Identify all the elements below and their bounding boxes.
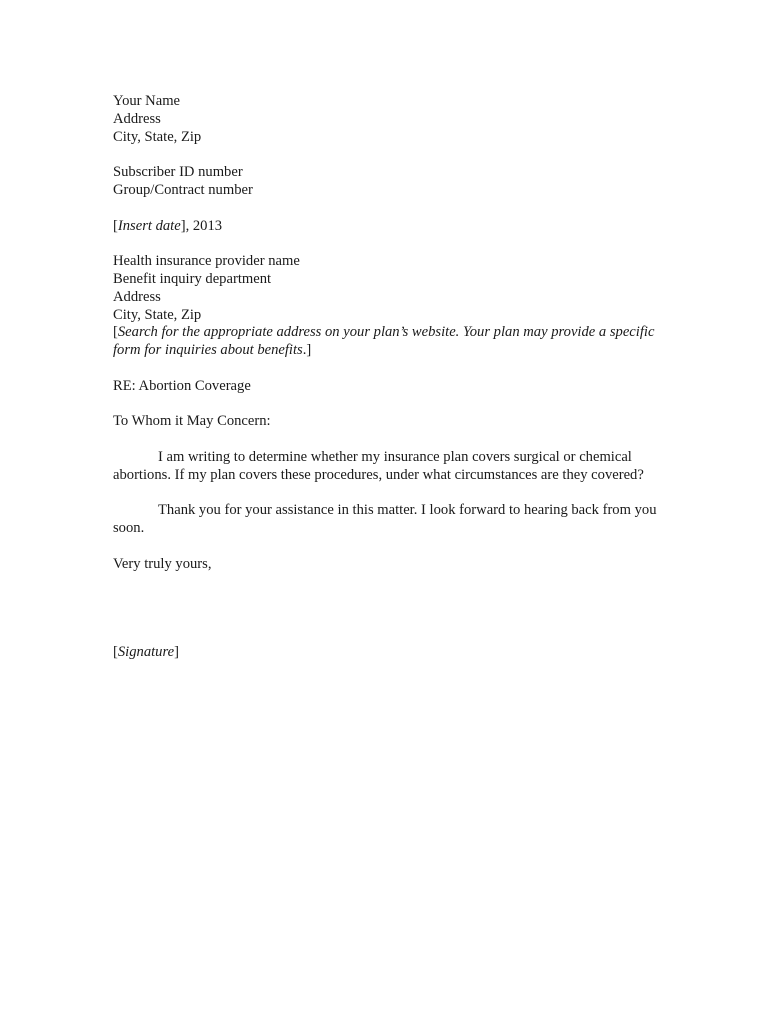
salutation: To Whom it May Concern: bbox=[113, 413, 271, 430]
closing: Very truly yours, bbox=[113, 555, 212, 572]
date-open-bracket: [ bbox=[113, 217, 118, 234]
date-year: ], 2013 bbox=[180, 217, 223, 234]
recipient-provider: Health insurance provider name bbox=[113, 253, 300, 270]
note-close-bracket: .] bbox=[302, 342, 312, 359]
recipient-note bbox=[113, 324, 658, 360]
sender-city-state-zip: City, State, Zip bbox=[113, 128, 202, 145]
recipient-city-state-zip: City, State, Zip bbox=[113, 306, 202, 323]
sender-name: Your Name bbox=[113, 93, 181, 109]
letter-body bbox=[113, 93, 658, 680]
signature-placeholder: Signature bbox=[117, 644, 175, 661]
signature-line bbox=[113, 644, 658, 662]
body-paragraph-1: I am writing to determine whether my insurance plan covers surgical or chemical abortions. If my plan covers these procedures, under what circumstances are they covered? bbox=[113, 448, 644, 483]
subscriber-id: Subscriber ID number bbox=[113, 164, 243, 181]
re-line: RE: Abortion Coverage bbox=[113, 377, 251, 394]
recipient-block bbox=[113, 253, 658, 360]
sender-address: Address bbox=[113, 110, 161, 127]
signature-space bbox=[113, 591, 658, 644]
note-open-bracket: [ bbox=[113, 324, 118, 341]
recipient-address: Address bbox=[113, 288, 161, 305]
id-block bbox=[113, 164, 658, 200]
signature-close-bracket: ] bbox=[174, 644, 179, 661]
sender-block bbox=[113, 93, 658, 146]
date-line bbox=[113, 218, 658, 236]
date-placeholder: Insert date bbox=[117, 217, 181, 234]
body-paragraph-2: Thank you for your assistance in this matter. I look forward to hearing back from you soon. bbox=[113, 502, 657, 537]
note-text: Search for the appropriate address on your plan’s website. Your plan may provide a specific form for inquiries about benefits bbox=[113, 324, 655, 359]
signature-open-bracket: [ bbox=[113, 644, 118, 661]
recipient-department: Benefit inquiry department bbox=[113, 270, 272, 287]
group-contract-number: Group/Contract number bbox=[113, 181, 253, 198]
